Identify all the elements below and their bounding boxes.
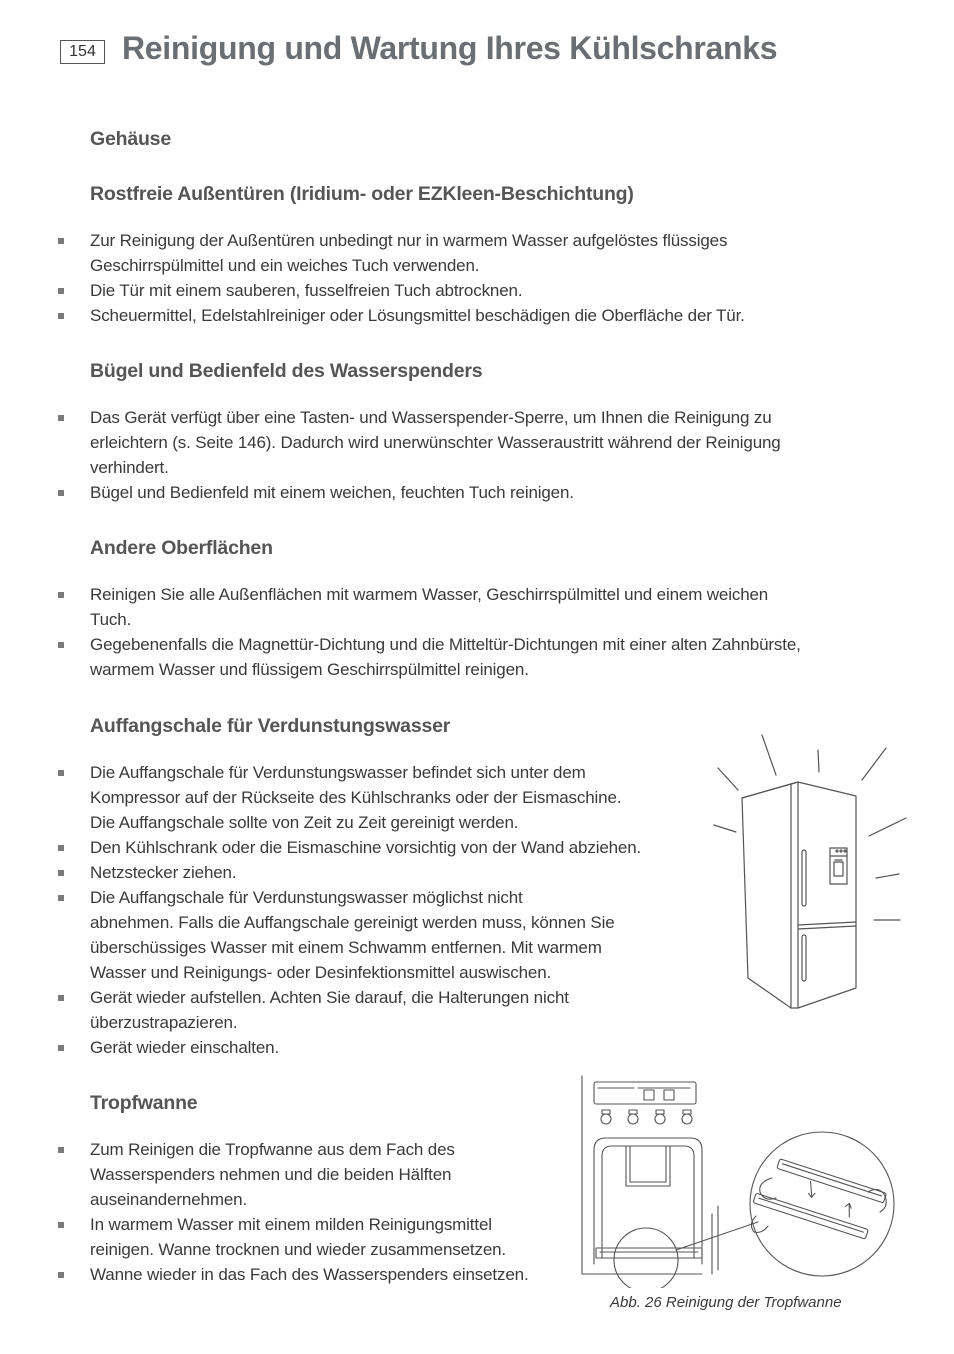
figure-caption: Abb. 26 Reinigung der Tropfwanne bbox=[610, 1294, 842, 1311]
square-bullet-icon bbox=[58, 1045, 64, 1051]
list-item: Reinigen Sie alle Außenflächen mit warmem Wasser, Geschirrspülmittel und einem weichen Tuch. bbox=[0, 582, 801, 632]
dispenser-illustration bbox=[578, 1074, 900, 1288]
list-auffang bbox=[0, 760, 641, 1060]
list-item: Zum Reinigen die Tropfwanne aus dem Fach des Wasserspenders nehmen und die beiden Hälften auseinandernehmen. bbox=[0, 1137, 529, 1212]
list-andere bbox=[0, 582, 801, 682]
square-bullet-icon bbox=[58, 288, 64, 294]
section-heading-andere: Andere Oberflächen bbox=[90, 537, 273, 559]
list-tropfwanne bbox=[0, 1137, 529, 1287]
list-item: Gegebenenfalls die Magnettür-Dichtung und die Mitteltür-Dichtungen mit einer alten Zahnbürste, warmem Wasser und flüssigem Geschirrspülmittel reinigen. bbox=[0, 632, 801, 682]
square-bullet-icon bbox=[58, 238, 64, 244]
list-item: Scheuermittel, Edelstahlreiniger oder Lösungsmittel beschädigen die Oberfläche der Tür. bbox=[0, 303, 745, 328]
list-item: Den Kühlschrank oder die Eismaschine vorsichtig von der Wand abziehen. bbox=[0, 835, 641, 860]
page-number: 154 bbox=[60, 40, 105, 64]
refrigerator-illustration bbox=[706, 730, 910, 1010]
section-heading-gehaeuse: Gehäuse bbox=[90, 128, 171, 150]
list-item: Die Auffangschale für Verdunstungswasser möglichst nicht abnehmen. Falls die Auffangschale gereinigt werden muss, können Sie überschüssiges Wasser mit einem Schwamm entfernen. Mit warmem Wasser und Reinigungs- oder Desinfektionsmittel auswischen. bbox=[0, 885, 641, 985]
list-item: Bügel und Bedienfeld mit einem weichen, feuchten Tuch reinigen. bbox=[0, 480, 781, 505]
square-bullet-icon bbox=[58, 870, 64, 876]
square-bullet-icon bbox=[58, 845, 64, 851]
list-rostfrei bbox=[0, 228, 745, 328]
list-item: Netzstecker ziehen. bbox=[0, 860, 641, 885]
section-heading-tropfwanne: Tropfwanne bbox=[90, 1092, 198, 1114]
square-bullet-icon bbox=[58, 1272, 64, 1278]
square-bullet-icon bbox=[58, 313, 64, 319]
square-bullet-icon bbox=[58, 995, 64, 1001]
square-bullet-icon bbox=[58, 895, 64, 901]
list-buegel bbox=[0, 405, 781, 505]
list-item: Die Auffangschale für Verdunstungswasser befindet sich unter dem Kompressor auf der Rückseite des Kühlschranks oder der Eismaschine. Die Auffangschale sollte von Zeit zu Zeit gereinigt werden. bbox=[0, 760, 641, 835]
square-bullet-icon bbox=[58, 592, 64, 598]
square-bullet-icon bbox=[58, 1222, 64, 1228]
list-item: Zur Reinigung der Außentüren unbedingt nur in warmem Wasser aufgelöstes flüssiges Geschirrspülmittel und ein weiches Tuch verwenden. bbox=[0, 228, 745, 278]
square-bullet-icon bbox=[58, 490, 64, 496]
list-item: Gerät wieder einschalten. bbox=[0, 1035, 641, 1060]
list-item: Wanne wieder in das Fach des Wasserspenders einsetzen. bbox=[0, 1262, 529, 1287]
section-heading-auffang: Auffangschale für Verdunstungswasser bbox=[90, 715, 451, 737]
square-bullet-icon bbox=[58, 415, 64, 421]
list-item: Die Tür mit einem sauberen, fusselfreien Tuch abtrocknen. bbox=[0, 278, 745, 303]
page-title: Reinigung und Wartung Ihres Kühlschranks bbox=[122, 30, 778, 66]
list-item: Das Gerät verfügt über eine Tasten- und Wasserspender-Sperre, um Ihnen die Reinigung zu erleichtern (s. Seite 146). Dadurch wird unerwünschter Wasseraustritt während der Reinigung verhindert. bbox=[0, 405, 781, 480]
list-item: Gerät wieder aufstellen. Achten Sie darauf, die Halterungen nicht überzustrapazieren. bbox=[0, 985, 641, 1035]
section-heading-rostfrei: Rostfreie Außentüren (Iridium- oder EZKleen-Beschichtung) bbox=[90, 183, 634, 205]
square-bullet-icon bbox=[58, 1147, 64, 1153]
square-bullet-icon bbox=[58, 642, 64, 648]
section-heading-buegel: Bügel und Bedienfeld des Wasserspenders bbox=[90, 360, 483, 382]
square-bullet-icon bbox=[58, 770, 64, 776]
list-item: In warmem Wasser mit einem milden Reinigungsmittel reinigen. Wanne trocknen und wieder zusammensetzen. bbox=[0, 1212, 529, 1262]
